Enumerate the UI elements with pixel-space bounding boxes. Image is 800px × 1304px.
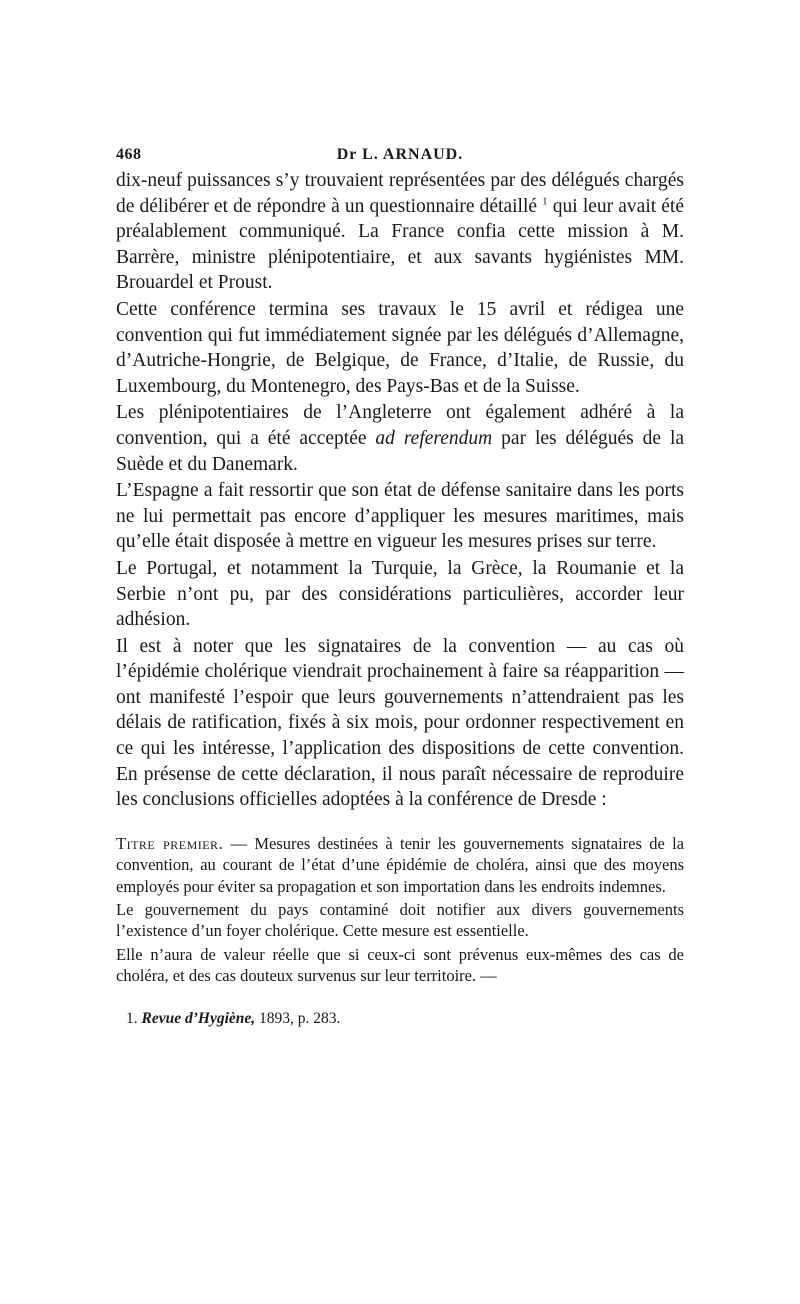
paragraph: L’Espagne a fait ressortir que son état de défense sanitaire dans les ports ne lui permettait pas encore d’appliquer les mesures maritimes, mais qu’elle était disposée à mettre en vigueur les mesures prises sur terre. [116,480,684,553]
paragraph-text: par les délégués de la Suède et du Danemark. [116,427,685,475]
paragraph-text: dix-neuf puissances s’y trouvaient représentées par des délégués chargés de délibérer et de répondre à un questionnaire détaillé [116,170,684,217]
running-title: Dr L. ARNAUD. [336,146,464,163]
paragraph: Le Portugal, et notamment la Turquie, la Grèce, la Roumanie et la Serbie n’ont pu, par des considérations particulières, accorder leur adhésion. [116,557,684,631]
paragraph: Il est à noter que les signataires de la convention — au cas où l’épidémie cholérique viendrait prochainement à faire sa réapparition — ont manifesté l’espoir que leurs gouvernements n’attendraient pas les délais de ratification, fixés à six mois, pour ordonner respectivement en ce qui les intéresse, l’application des dispositions de cette convention. En présense de cette déclaration, il nous paraît nécessaire de reproduire les conclusions officielles adoptées à la conférence de Dresde : [116,635,684,811]
paragraph-text: — Mesures destinées à tenir les gouvernements signataires de la convention, au courant de l’état d’une épidémie de choléra, ainsi que des moyens employés pour éviter sa propagation et son importation dans les endroits indemnes. [116,833,685,896]
running-head [116,146,684,168]
italic-phrase: ad referendum [375,427,493,449]
quoted-conclusions [116,833,684,987]
book-page [116,146,684,1029]
footnote-source: Revue d’Hygiène, [141,1009,256,1027]
footnote-details: 1893, p. 283. [259,1009,341,1027]
paragraph-text: qui leur avait été préalablement communiqué. La France confia cette mission à M. Barrère, ministre plénipotentiaire, et aux savants hygiénistes MM. Brouardel et Proust. [116,195,685,294]
quoted-paragraph: Elle n’aura de valeur réelle que si ceux-ci sont prévenus eux-mêmes des cas de choléra, et des cas douteux survenus sur leur territoire. — [116,944,684,986]
section-heading: Titre premier. [116,833,224,853]
footnote [116,1009,684,1029]
quoted-paragraph: Le gouvernement du pays contaminé doit notifier aux divers gouvernements l’existence d’un foyer cholérique. Cette mesure est essentielle. [116,900,684,941]
paragraph-text: Les plénipotentiaires de l’Angleterre ont également adhéré à la convention, qui a été acceptée [116,402,684,449]
quoted-paragraph [116,833,684,897]
body-text [116,168,684,813]
paragraph [116,400,684,477]
paragraph [116,168,684,296]
footnote-reference: 1 [542,195,548,208]
paragraph: Cette conférence termina ses travaux le 15 avril et rédigea une convention qui fut immédiatement signée par les délégués d’Allemagne, d’Autriche-Hongrie, de Belgique, de France, d’Italie, de Russie, du Luxembourg, du Montenegro, des Pays-Bas et de la Suisse. [116,298,684,397]
page-number: 468 [116,146,142,163]
footnote-number: 1. [126,1009,138,1027]
